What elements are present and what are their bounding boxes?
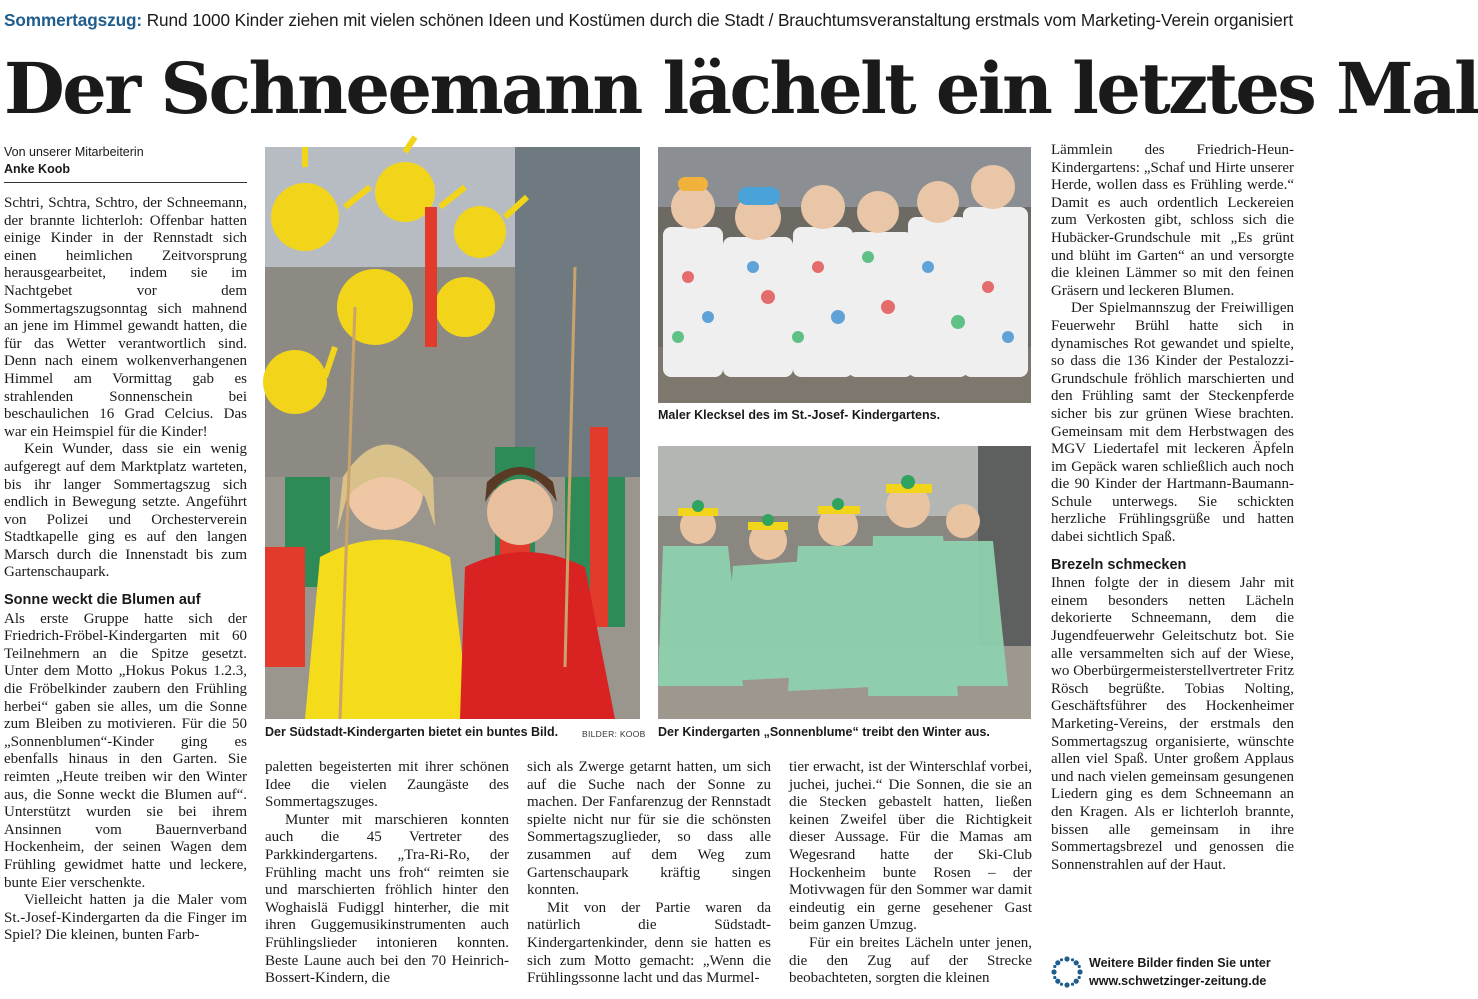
paragraph: Lämmlein des Friedrich-Heun-Kindergartens: „Schaf und Hirte unserer Herde, wollen dass es Frühling werde.“ Damit es auch ordentlich Leckereien zum Verkosten gibt, schloss sich die Hubäcker-Grundschule mit „Es grünt und blüht im Garten“ an und versorgte die kleinen Lämmer so mit den feinen Gräsern und leckeren Blumen.: [1051, 142, 1294, 299]
paragraph: Für ein breites Lächeln unter jenen, die den Zug auf der Strecke beobachteten, sorgten die kleinen: [789, 934, 1032, 987]
promo-link[interactable]: www.schwetzinger-zeitung.de: [1089, 974, 1267, 988]
byline-line: Von unserer Mitarbeiterin: [4, 145, 144, 159]
paragraph: tier erwacht, ist der Winterschlaf vorbei, juchei, juchei.“ Die Sonnen, die sie an die Stecken gebastelt hatten, ließen keinen Zweifel über die Richtigkeit dieser Aussage. Für die Mamas am Wegesrand hatte der Ski-Club Hockenheim bunte Rosen – der Motivwagen für den Sommer war damit eindeutig ein gerne gesehener Gast beim ganzen Umzug.: [789, 759, 1032, 934]
photo-bottom-right: [658, 446, 1031, 719]
paragraph: Ihnen folgte der in diesem Jahr mit einem besonders netten Lächeln dekorierte Schneemann, dem die Jugendfeuerwehr Geleitschutz bot. Sie alle versammelten sich auf der Wiese, wo Oberbürgermeisterstellvertreter Fritz Rösch begrüßte. Tobias Nolting, Geschäftsführer des Hockenheimer Marketing-Vereins, der erstmals den Sommertagszug organisierte, wünschte allen viel Spaß. Unter großem Applaus und nach vielen gemeinsam gesungenen Liedern ging es dem Schneemann an den Kragen. Als er lichterloh brannte, bissen alle gemeinsam in ihre Sommertagsbrezel und genossen die Sonnenstrahlen auf der Haut.: [1051, 575, 1294, 873]
byline: [4, 144, 247, 183]
promo-line-1: Weitere Bilder finden Sie unter: [1089, 956, 1271, 970]
paragraph: Schtri, Schtra, Schtro, der Schneemann, der brannte lichterloh: Offenbar hatten einige Kinder in der Rennstadt sich einen heimlichen Zeitvorsprung herausgearbeitet, indem sie im Nachtgebet vor dem Sommertagszugsonntag sich mahnend an jene im Himmel gewandt hatten, die für das Wetter verantwortlich sind. Denn nach einem wolkenverhangenen Himmel am Vormittag gab es strahlenden Sonnenschein bei beschaulichen 16 Grad Celcius. Das war ein Heimspiel für die Kinder!: [4, 195, 247, 440]
caption-bottom-right: Der Kindergarten „Sonnenblume“ treibt den Winter aus.: [658, 725, 990, 739]
paragraph: Vielleicht hatten ja die Maler vom St.-Josef-Kindergarten da die Finger im Spiel? Die kleinen, bunten Farb-: [4, 892, 247, 944]
article-column-2: [265, 759, 509, 995]
caption-main-photo: Der Südstadt-Kindergarten bietet ein buntes Bild.: [265, 725, 559, 739]
photo-main: [265, 147, 640, 719]
article-column-4: [789, 759, 1032, 995]
subheading: Brezeln schmecken: [1051, 556, 1187, 573]
paragraph: paletten begeisterten mit ihrer schönen Idee die vielen Zaungäste des Sommertagszuges.: [265, 759, 509, 811]
article-column-3: [527, 759, 771, 995]
paragraph: Kein Wunder, dass sie ein wenig aufgeregt auf dem Marktplatz warteten, bis ihr langer Sommertagszug sich endlich in Bewegung setzte. Angeführt von Polizei und Orchesterverein Stadtkapelle ging es auf den langen Marsch durch die Innenstadt bis zum Gartenschaupark.: [4, 441, 247, 581]
subheading: Sonne weckt die Blumen auf: [4, 592, 201, 609]
photo-credit: BILDER: KOOB: [582, 729, 646, 739]
promo-box: [1051, 950, 1296, 995]
sunburst-icon: [1051, 956, 1083, 988]
paragraph: Der Spielmannszug der Freiwilligen Feuerwehr Brühl hatte sich in dynamisches Rot gewandet und spielte, so dass die 136 Kinder der Pestalozzi-Grundschule fröhlich marschierten und den Frühling samt der Steckenpferde sicher bis zur grünen Wiese brachten. Gemeinsam mit dem Herbstwagen des MGV Liedertafel mit leckeren Äpfeln im Gepäck waren schließlich auch noch die 90 Kinder der Hartmann-Baumann-Schule unterwegs. Sie schickten herzliche Frühlingsgrüße und hatten dabei sichtlich Spaß.: [1051, 300, 1294, 546]
paragraph: Munter mit marschieren konnten auch die 45 Vertreter des Parkkindergartens. „Tra-Ri-Ro, der Frühling macht uns froh“ reimten sie und marschierten fröhlich hinter den Woghaislä Fudiggl hinterher, die mit ihren Guggemusikinstrumenten auch Frühlingslieder intonieren konnten. Beste Laune auch bei den 70 Heinrich-Bossert-Kindern, die: [265, 811, 509, 987]
headline: Der Schneemann lächelt ein letztes Mal: [4, 47, 1478, 130]
kicker: [4, 10, 1296, 36]
paragraph: Mit von der Partie waren da natürlich die Südstadt-Kindergartenkinder, denn sie hatten es sich zum Motto gemacht: „Wenn die Frühlingssonne lacht und das Murmel-: [527, 899, 771, 987]
paragraph: Als erste Gruppe hatte sich der Friedrich-Fröbel-Kindergarten mit 60 Teilnehmern an die Spitze gesetzt. Unter dem Motto „Hokus Pokus 1.2.3, die Fröbelkinder zaubern den Frühling herbei“ gaben sie alles, um die Sonne zum Bleiben zu motivieren. Für die 50 „Sonnenblumen“-Kinder ging es ebenfalls hinaus in den Garten. Sie reimten „Heute treiben wir den Winter aus, die Sonne weckt die Blumen auf“. Unterstützt wurden sie bei ihrem Ansinnen vom Bauernverband Hockenheim, der seinen Wagen dem Frühling gewidmet hatte und leckere, bunte Eier verschenkte.: [4, 610, 247, 891]
byline-author: Anke Koob: [4, 162, 70, 176]
kicker-text: Rund 1000 Kinder ziehen mit vielen schönen Ideen und Kostümen durch die Stadt / Brauchtumsveranstaltung erstmals vom Marketing-Verein organisiert: [146, 10, 1294, 30]
article-column-5: [1051, 142, 1294, 940]
caption-top-right: Maler Klecksel des im St.-Josef- Kindergartens.: [658, 408, 941, 422]
paragraph: sich als Zwerge getarnt hatten, um sich auf die Suche nach der Sonne zu machen. Der Fanfarenzug der Rennstadt spielte nicht nur für sie die schönsten Sommertagszuglieder, so dass alle zusammen auf dem Weg zum Gartenschaupark kräftig singen konnten.: [527, 759, 771, 899]
photo-top-right: [658, 147, 1031, 403]
article-column-1: [4, 195, 247, 995]
kicker-label: Sommertagszug:: [4, 10, 143, 30]
